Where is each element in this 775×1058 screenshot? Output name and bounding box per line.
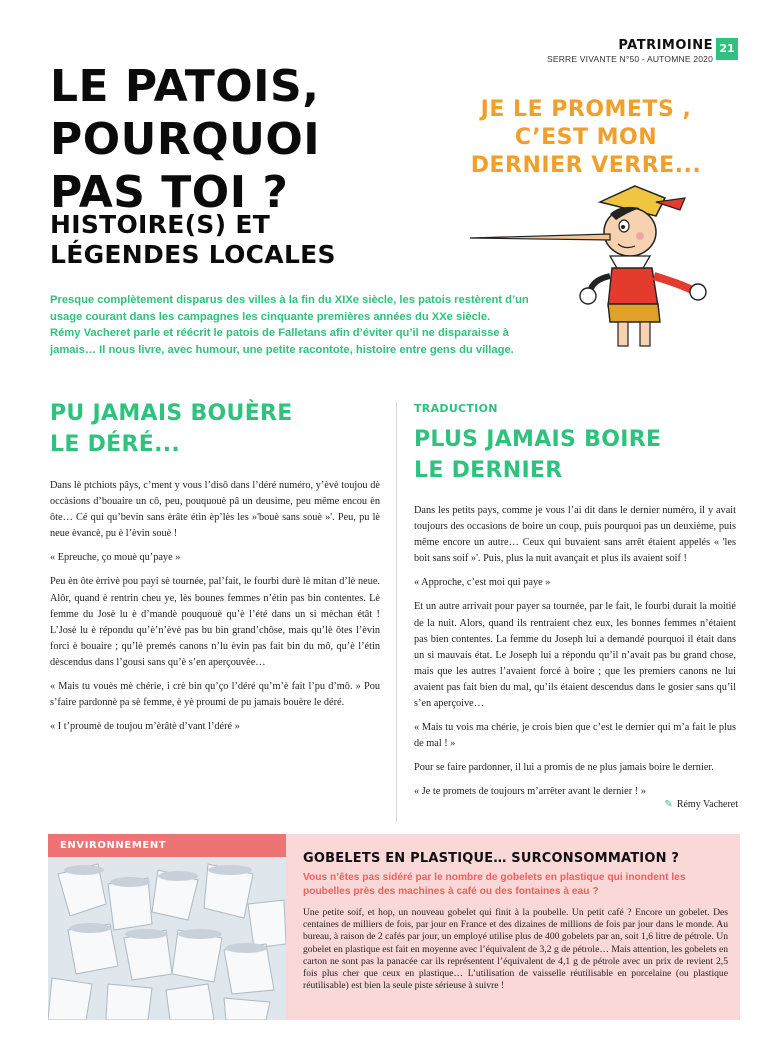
translation-heading bbox=[414, 424, 734, 486]
page-number: 21 bbox=[716, 38, 738, 60]
paragraph: « Mais tu vois ma chérie, je crois bien que c’est le dernier qui m’a fait le plus de mal ! » bbox=[414, 722, 736, 750]
cartoon-quote bbox=[466, 96, 706, 180]
page-title bbox=[50, 60, 350, 219]
author-signature bbox=[614, 799, 738, 810]
quote-line: JE LE PROMETS , bbox=[480, 97, 692, 122]
environment-question: Vous n’êtes pas sidéré par le nombre de gobelets en plastique qui inondent les poubelles près des machines à café ou des fontaines à eau ? bbox=[303, 872, 686, 897]
paragraph: « I t’proumè de toujou m’èrâtè d’vant l’déré » bbox=[50, 721, 240, 733]
intro-line: usage courant dans les campagnes les cinquante premières années du XXe siècle. bbox=[50, 310, 491, 323]
paragraph: « Mais tu vouès mè chérie, i crè bin qu’ço l’déré qu’m’è fait l’pu d’mô. » Pou s’faire pardonnè pa sè femme, è yè proumi de pu jamais bouère le déré. bbox=[50, 681, 380, 709]
paragraph: « Epreuche, ço mouè qu’paye » bbox=[50, 552, 181, 564]
cups-illustration bbox=[48, 834, 286, 1020]
issue-label: SERRE VIVANTE N°50 - AUTOMNE 2020 bbox=[546, 54, 713, 64]
intro-paragraph bbox=[50, 292, 570, 358]
patois-heading bbox=[50, 398, 380, 460]
intro-line: Presque complètement disparus des villes à la fin du XIXe siècle, les patois restèrent d’un bbox=[50, 294, 529, 306]
patois-text bbox=[50, 478, 380, 743]
quote-line: DERNIER VERRE... bbox=[470, 153, 702, 178]
paragraph: « Je te promets de toujours m’arrêter avant le dernier ! » bbox=[414, 786, 646, 798]
title-line: LE PATOIS, bbox=[50, 61, 320, 112]
column-divider bbox=[396, 402, 397, 822]
subtitle-line: LÉGENDES LOCALES bbox=[50, 240, 336, 269]
heading-line: LE DÉRÉ... bbox=[50, 432, 181, 457]
page-subtitle bbox=[50, 210, 380, 270]
environment-body: Une petite soif, et hop, un nouveau gobelet qui finit à la poubelle. Un petit café ? Encore un gobelet. Des centaines de milliers de fois, par jour en France et des dizaines de millions de fois par jour dans le monde. Au bureau, à raison de 2 cafés par jour, un employé utilise plus de 400 gobelets par an, soit 1,6 litre de pétrole. Un gobelet en plastique est fait en moyenne avec l’équivalent de 3,2 g de pétrole… Mais attention, les gobelets en carton ne sont pas la panacée car ils représentent l’équivalent de 4,1 g de pétrole avec un prix de revient 2,5 fois plus cher que ceux en plastique… L’utilisation de vaisselle réutilisable en porcelaine (ou plastique réutilisable) est bien la seule piste sérieuse à suivre ! bbox=[303, 907, 728, 992]
translation-label: TRADUCTION bbox=[414, 402, 498, 415]
heading-line: PU JAMAIS BOUÈRE bbox=[50, 401, 293, 426]
page-header bbox=[547, 38, 713, 64]
environment-box bbox=[48, 834, 740, 1020]
environment-heading: GOBELETS EN PLASTIQUE… SURCONSOMMATION ? bbox=[303, 851, 680, 866]
paragraph: Dans lè ptchiots pâys, c’ment y vous l’disô dans l’déré numéro, y’èvè toujou dè occàsions d’bouaire un cô, peu, pouquouè pâ un deusime, peu même encou èn ôte… Cé qui qu’bevin sans èrâte étin èp’lès les »'bouè sans souè »'. Peu, pu lè neue èvancè, pu è l’èvin souè ! bbox=[50, 480, 380, 540]
title-line: PAS TOI ? bbox=[50, 167, 289, 218]
environment-tag: ENVIRONNEMENT bbox=[48, 834, 286, 857]
intro-line: jamais… Il nous livre, avec humour, une petite racontote, histoire entre gens du village. bbox=[50, 343, 514, 356]
intro-line: Rémy Vacheret parle et réécrit le patois de Falletans afin d’éviter qu’il ne disparaisse à bbox=[50, 327, 509, 339]
paragraph: Dans les petits pays, comme je vous l’ai dit dans le dernier numéro, il y avait toujours des occasions de boire un coup, puis pourquoi pas un deuxième, puis même encore un autre… Ceux qui buvaient sans arrêt étaient appelés « 'les boit sans soif »'. Puis, plus la nuit avançait et plus ils avaient soif ! bbox=[414, 505, 736, 565]
translation-text bbox=[414, 503, 736, 809]
pen-icon: ✎ bbox=[664, 799, 673, 810]
plastic-cups-image bbox=[48, 834, 286, 1020]
paragraph: Et un autre arrivait pour payer sa tournée, par le fait, le fourbi durait la moitié de la nuit. Alors, quand ils rentraient chez eux, les bonnes femmes n’étaient pas bien contentes. La femme du Joseph lui a demandé pourquoi il était dans un si mauvais état. Le Joseph lui a répondu qu’il n’avait pas bu grand chose, mais que les autres l’avaient forcé à boire ; que les premiers canons ne lui avaient pas fait bien du mal, qu’ils étaient descendus dans le gosier sans qu’il s’en aperçoive… bbox=[414, 601, 736, 710]
paragraph: Peu èn ôte èrrivè pou payi sè tournée, pal’fait, le fourbi durè lè mitan d’lè neue. Alôr, quand è rentrin cheu ye, lès bounes femmes n’étin pas bin contentes. Lè femme du Josè lu è d’mandè pouquouè qu’è l’été dans un si mèchan étât ! L’Josè lu è répondu qu’è’n’èvè pas bu bin grand’chôse, mais qu’lè ôtes l’èvin forci è bouaire ; qu’lè premés canons n’lu èvin pas fait bin du mô, qu’è l’étin dèscendus dans l’gousi sans qu’è s’en aperçouvèe… bbox=[50, 576, 380, 668]
paragraph: « Approche, c’est moi qui paye » bbox=[414, 577, 551, 589]
quote-line: C’EST MON bbox=[514, 125, 658, 150]
author-name: Rémy Vacheret bbox=[676, 799, 738, 810]
paragraph: Pour se faire pardonner, il lui a promis de ne plus jamais boire le dernier. bbox=[414, 762, 714, 774]
heading-line: PLUS JAMAIS BOIRE bbox=[414, 427, 662, 452]
heading-line: LE DERNIER bbox=[414, 458, 563, 483]
section-name: PATRIMOINE bbox=[618, 38, 713, 53]
title-line: POURQUOI bbox=[50, 114, 321, 165]
subtitle-line: HISTOIRE(S) ET bbox=[50, 210, 271, 239]
